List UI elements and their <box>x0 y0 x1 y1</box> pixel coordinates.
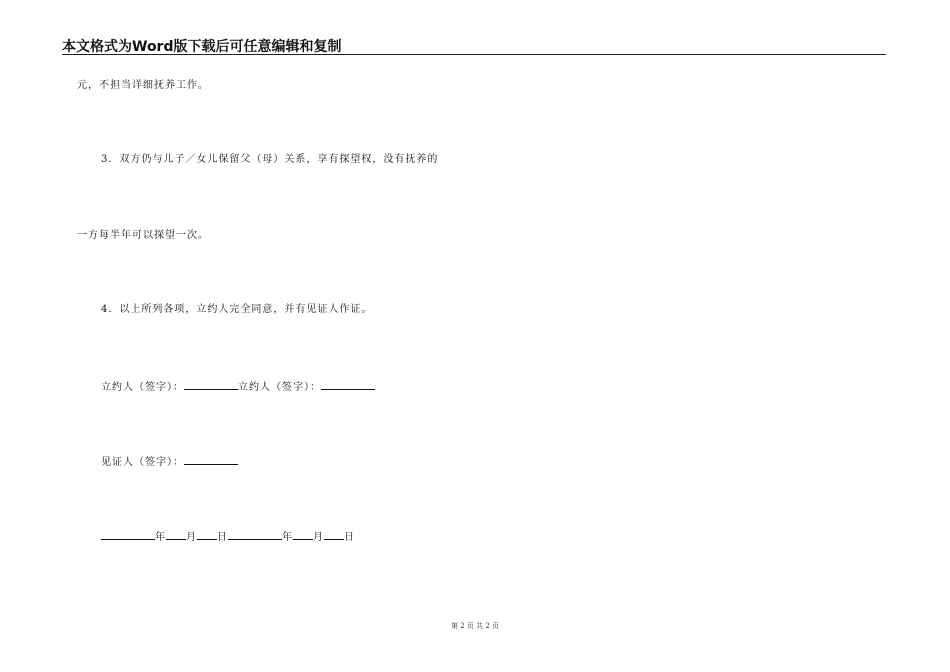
paragraph-4: 4．以上所列各项，立约人完全同意，并有见证人作证。 <box>101 304 373 315</box>
paragraph-2: 3．双方仍与儿子／女儿保留父（母）关系，享有探望权，没有抚养的 <box>101 154 439 165</box>
page-header <box>62 34 886 55</box>
month-blank-2[interactable] <box>293 528 313 540</box>
day-label-1: 日 <box>217 532 228 543</box>
date-line <box>101 528 355 545</box>
year-label-1: 年 <box>155 532 166 543</box>
month-blank-1[interactable] <box>166 528 186 540</box>
witness-signature-line <box>101 453 238 470</box>
witness-label: 见证人（签字）： <box>101 457 184 468</box>
party-label-2: 立约人（签字）： <box>238 382 321 393</box>
party-signature-blank-1[interactable] <box>184 378 238 390</box>
month-label-2: 月 <box>313 532 324 543</box>
year-label-2: 年 <box>282 532 293 543</box>
month-label-1: 月 <box>186 532 197 543</box>
party-label-1: 立约人（签字）： <box>101 382 184 393</box>
witness-signature-blank[interactable] <box>184 453 238 465</box>
day-blank-1[interactable] <box>197 528 217 540</box>
day-label-2: 日 <box>344 532 355 543</box>
party-signature-line <box>101 378 375 395</box>
paragraph-3: 一方每半年可以探望一次。 <box>77 230 209 241</box>
paragraph-1: 元，不担当详细抚养工作。 <box>77 80 209 91</box>
page-footer: 第 2 页 共 2 页 <box>450 622 500 630</box>
day-blank-2[interactable] <box>324 528 344 540</box>
year-blank-1[interactable] <box>101 528 155 540</box>
header-title: 本文格式为Word版下载后可任意编辑和复制 <box>62 39 342 55</box>
year-blank-2[interactable] <box>228 528 282 540</box>
party-signature-blank-2[interactable] <box>321 378 375 390</box>
